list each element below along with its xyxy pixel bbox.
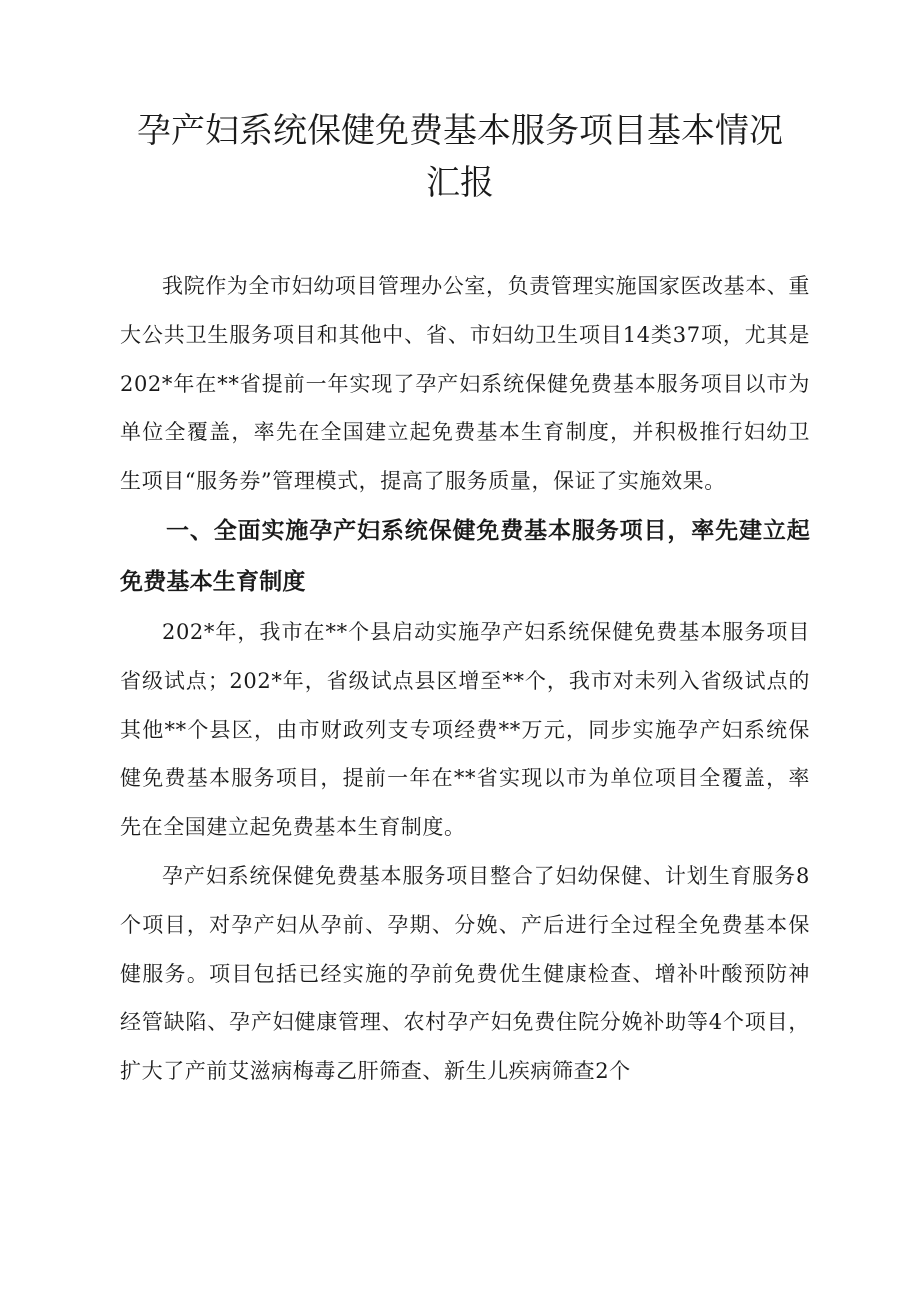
section-1-paragraph-1: 202*年，我市在**个县启动实施孕产妇系统保健免费基本服务项目省级试点；202*年，省级试点县区增至**个，我市对未列入省级试点的其他**个县区，由市财政列支专项经费**万元，同步实施孕产妇系统保健免费基本服务项目，提前一年在**省实现以市为单位项目全覆盖，率先在全国建立起免费基本生育制度。 bbox=[120, 619, 810, 840]
document-title-line-2: 汇报 bbox=[426, 163, 494, 203]
intro-paragraph: 我院作为全市妇幼项目管理办公室，负责管理实施国家医改基本、重大公共卫生服务项目和其他中、省、市妇幼卫生项目14类37项，尤其是202*年在**省提前一年实现了孕产妇系统保健免费基本服务项目以市为单位全覆盖，率先在全国建立起免费基本生育制度，并积极推行妇幼卫生项目“服务券”管理模式，提高了服务质量，保证了实施效果。 bbox=[120, 274, 810, 494]
section-1-paragraph-2: 孕产妇系统保健免费基本服务项目整合了妇幼保健、计划生育服务8个项目，对孕产妇从孕前、孕期、分娩、产后进行全过程全免费基本保健服务。项目包括已经实施的孕前免费优生健康检查、增补叶酸预防神经管缺陷、孕产妇健康管理、农村孕产妇免费住院分娩补助等4个项目，扩大了产前艾滋病梅毒乙肝筛查、新生儿疾病筛查2个 bbox=[120, 863, 810, 1084]
document-title-line-1: 孕产妇系统保健免费基本服务项目基本情况 bbox=[137, 111, 783, 151]
section-heading-1: 一、全面实施孕产妇系统保健免费基本服务项目，率先建立起免费基本生育制度 bbox=[120, 517, 810, 595]
document-body bbox=[120, 262, 810, 1096]
